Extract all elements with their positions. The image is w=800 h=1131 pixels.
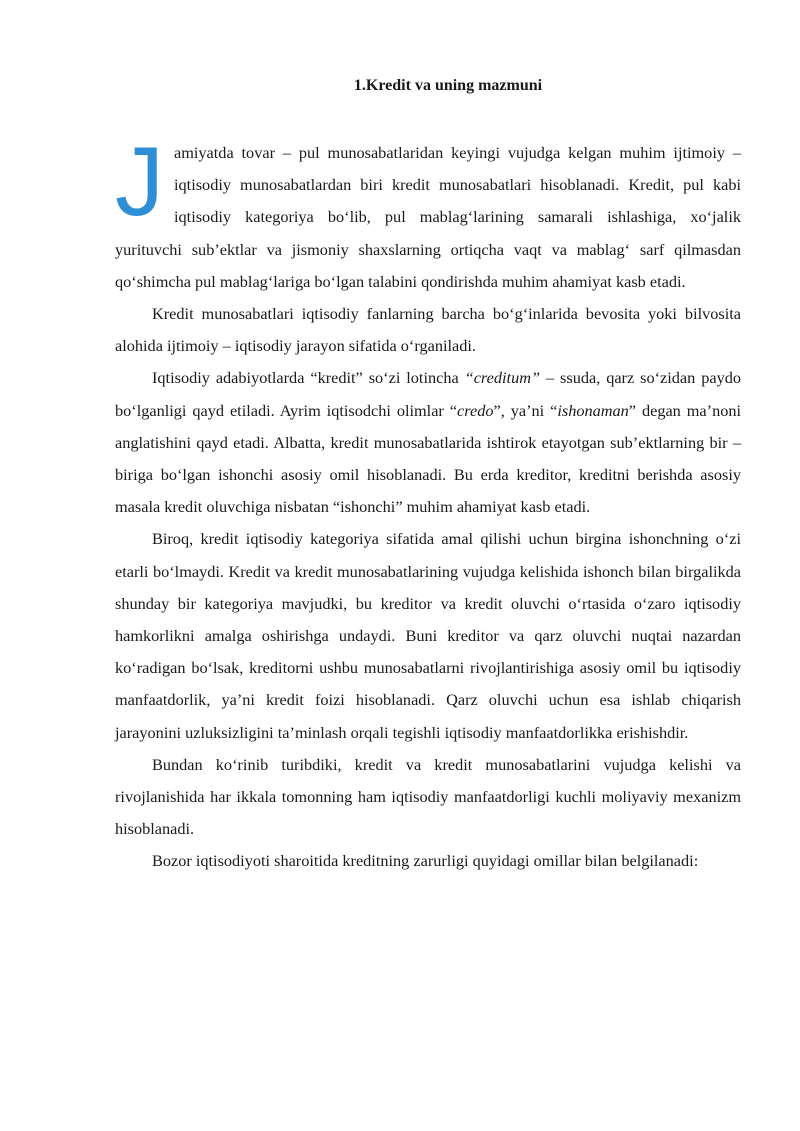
page-title: 1.Kredit va uning mazmuni — [353, 77, 543, 94]
term-creditum: “creditum” — [464, 368, 541, 388]
paragraph-3-part1: Iqtisodiy adabiyotlarda “kredit” so‘zi lotincha — [152, 368, 465, 388]
paragraph-2: Kredit munosabatlari iqtisodiy fanlarning barcha bo‘g‘inlarida bevosita yoki bilvosita alohida ijtimoiy – iqtisodiy jarayon sifatida o‘rganiladi. — [115, 304, 741, 356]
term-credo: credo — [457, 400, 494, 420]
paragraph-3-part2: – ssuda, qarz so‘zidan paydo bo‘lganligi qayd etiladi. Ayrim iqtisodchi olimlar “ — [115, 368, 741, 420]
document-body — [115, 126, 742, 878]
term-ishonaman: ishonaman — [557, 400, 629, 420]
paragraph-6: Bozor iqtisodiyoti sharoitida kreditning zarurligi quyidagi omillar bilan belgilanadi: — [152, 851, 699, 871]
paragraph-3-part3: ”, ya’ni “ — [493, 400, 558, 420]
paragraph-5: Bundan ko‘rinib turibdiki, kredit va kredit munosabatlarini vujudga kelishi va rivojlanishida har ikkala tomonning ham iqtisodiy manfaatdorligi kuchli moliyaviy mexanizm hisoblanadi. — [115, 754, 741, 839]
paragraph-3 — [115, 362, 741, 523]
paragraph-4: Biroq, kredit iqtisodiy kategoriya sifatida amal qilishi uchun birgina ishonchning o‘zi etarli bo‘lmaydi. Kredit va kredit munosabatlarining vujudga kelishida ishonch bilan birgalikda shunday bir kategoriya mavjudki, bu kreditor va kredit oluvchi o‘rtasida o‘zaro iqtisodiy hamkorlikni amalga oshirishga undaydi. Buni kreditor va qarz oluvchi nuqtai nazardan ko‘radigan bo‘lsak, kreditorni ushbu munosabatlarni rivojlantirishiga asosiy omil bu iqtisodiy manfaatdorlik, ya’ni kredit foizi hisoblanadi. Qarz oluvchi uchun esa ishlab chiqarish jarayonini uzluksizligini ta’minlash orqali tegishli iqtisodiy manfaatdorlikka erishishdir. — [115, 529, 741, 742]
drop-cap: J — [115, 126, 164, 236]
paragraph-1 — [115, 126, 741, 298]
paragraph-3-part4: ” degan ma’noni anglatishini qayd etadi. Albatta, kredit munosabatlarida ishtirok etayotgan sub’ektlarning bir – biriga bo‘lgan ishonchi asosiy omil hisoblanadi. Bu erda kreditor, kreditni berishda asosiy masala kredit oluvchiga nisbatan “ishonchi” muhim ahamiyat kasb etadi. — [115, 400, 742, 517]
paragraph-1-text: amiyatda tovar – pul munosabatlaridan keyingi vujudga kelgan muhim ijtimoiy – iqtisodiy munosabatlardan biri kredit munosabatlari hisoblanadi. Kredit, pul kabi iqtisodiy kategoriya bo‘lib, pul mablag‘larining samarali ishlashiga, xo‘jalik yurituvchi sub’ektlar va jismoniy shaxslarning ortiqcha vaqt va mablag‘ sarf qilmasdan qo‘shimcha pul mablag‘lariga bo‘lgan talabini qondirishda muhim ahamiyat kasb etadi. — [115, 143, 741, 291]
